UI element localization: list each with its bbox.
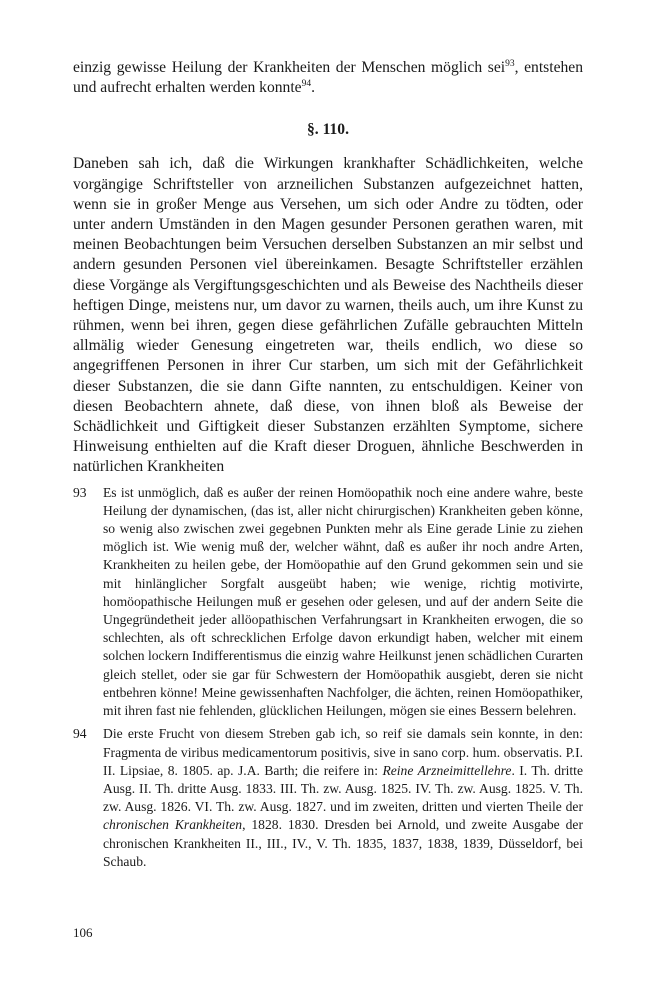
footnote-text-a: Die erste Frucht von diesem Streben gab ich, so reif sie damals sein konnte, in den: Fragmenta de viribus medicamentorum positivis, sive in sano corp. hum. observatis. P.I. II. Lipsiae, 8. 1805. ap. J.A. Barth; die reifere in: [103,726,583,778]
footnote-text [103,725,583,871]
page-number: 106 [73,925,93,940]
footnote-text-c: , 1828. 1830. Dresden bei Arnold, und zweite Ausgabe der chronischen Krankheiten II., III., IV., V. Th. 1835, 1837, 1838, 1839, Düsseldorf, bei Schaub. [103,817,583,869]
footnote-number: 93 [73,484,87,500]
intro-text-part1: einzig gewisse Heilung der Krankheiten der Menschen möglich sei [73,59,506,76]
book-title-chronische-krankheiten: chronischen Krankheiten [103,817,243,833]
section-paragraph: Daneben sah ich, daß die Wirkungen krankhafter Schädlichkeiten, welche vorgängige Schriftsteller von arzneilichen Substanzen aufgezeichnet hatten, wenn sie in großer Menge aus Versehen, um sich oder Andre zu tödten, oder unter andern Umständen in den Magen gesunder Personen gerathen waren, mit meinen Beobachtungen beim Versuchen derselben Substanzen an mir selbst und andern gesunden Personen viel übereinkamen. Besagte Schriftsteller erzählen diese Vorgänge als Vergiftungsgeschichten und als Beweise des Nachtheils dieser heftigen Dinge, meistens nur, um davor zu warnen, theils auch, um ihre Kunst zu rühmen, wenn bei ihren, gegen diese gefährlichen Zufälle gebrauchten Mitteln allmälig wieder Genesung eingetreten war, theils endlich, wo diese so angegriffenen Personen in ihrer Cur starben, um sich mit der Gefährlichkeit dieser Substanzen, die sie dann Gifte nannten, zu entschuldigen. Keiner von diesen Beobachtern ahnete, daß diese, von ihnen bloß als Beweise der Schädlichkeit und Giftigkeit dieser Substanzen erzählten Symptome, sichere Hinweisung enthielten auf die Kraft dieser Droguen, ähnliche Beschwerden in natürlichen Krankheiten [73,155,583,476]
footnote-ref-94[interactable]: 94 [301,79,312,90]
section-heading: §. 110. [306,121,350,139]
footnote-93 [73,484,583,721]
footnote-text-b: . I. Th. dritte Ausg. II. Th. dritte Ausg. 1833. III. Th. zw. Ausg. 1825. IV. Th. zw. Ausg. 1825. V. Th. zw. Ausg. 1826. VI. Th. zw. Ausg. 1827. und im zweiten, dritten und vierten Theile der [103,762,583,815]
footnote-text: Es ist unmöglich, daß es außer der reinen Homöopathik noch eine andere wahre, beste Heilung der dynamischen, (das ist, aller nicht chirurgischen) Krankheiten geben könne, so wenig also zwischen zwei gegebnen Punkten mehr als Eine gerade Linie zu ziehen möglich ist. Wie wenig muß der, welcher wähnt, daß es außer ihr noch andre Arten, Krankheiten zu heilen gebe, der Homöopathie auf den Grund gekommen sein und sie mit hinlänglicher Sorgfalt ausgeübt haben; wie wenige, richtig motivirte, homöopathische Heilungen muß er gesehen oder gelesen, und auf der andern Seite die Ungegründetheit jeder allöopathischen Verfahrungsart in Krankheiten erwogen, die so schlechten, als oft schrecklichen Erfolge davon erkundigt haben, welcher mit einem solchen lockern Indifferentismus die einzig wahre Heilkunst jenen schädlichen Curarten gleich stellet, oder sie gar für Schwestern der Homöopathik ausgiebt, deren sie nicht entbehren könne! Meine gewissenhaften Nachfolger, die ächten, reinen Homöopathiker, mit ihren fast nie fehlenden, glücklichen Heilungen, mögen sie eines Bessern belehren. [103,484,583,719]
footnote-94 [73,725,583,871]
page-content [73,58,583,876]
intro-paragraph [73,58,583,98]
intro-text-part2: , entstehen und aufrecht erhalten werden konnte [73,59,584,97]
footnotes [73,484,583,871]
footnote-ref-93[interactable]: 93 [505,59,515,69]
intro-text-part3: . [311,79,316,97]
footnote-number: 94 [73,726,87,742]
book-title-reine-arzneimittellehre: Reine Arzneimittellehre [382,762,512,778]
